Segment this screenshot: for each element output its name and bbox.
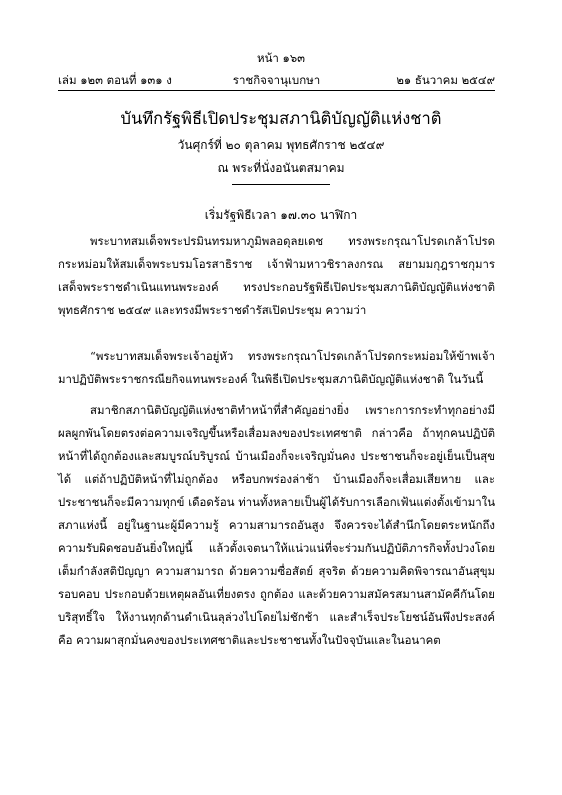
body-paragraph-3 <box>58 399 495 652</box>
document-title: บันทึกรัฐพิธีเปิดประชุมสภานิติบัญญัติแห่งชาติ <box>120 109 442 128</box>
paragraph-1-text: พระบาทสมเด็จพระปรมินทรมหาภูมิพลอดุลยเดช ทรงพระกรุณาโปรดเกล้าโปรดกระหม่อมให้สมเด็จพระบรมโอรสาธิราช เจ้าฟ้ามหาวชิราลงกรณ สยามมกุฎราชกุมาร เสด็จพระราชดำเนินแทนพระองค์ ทรงประกอบรัฐพิธีเปิดประชุมสภานิติบัญญัติแห่งชาติ พุทธศักราช ๒๕๔๙ และทรงมีพระราชดำรัสเปิดประชุม ความว่า <box>58 234 495 317</box>
body-paragraph-1 <box>58 230 495 322</box>
title-divider <box>232 184 330 185</box>
paragraph-3-text: สมาชิกสภานิติบัญญัติแห่งชาติทำหน้าที่สำคัญอย่างยิ่ง เพราะการกระทำทุกอย่างมีผลผูกพันโดยตรงต่อความเจริญขึ้นหรือเสื่อมลงของประเทศชาติ กล่าวคือ ถ้าทุกคนปฏิบัติหน้าที่ได้ถูกต้องและสมบูรณ์บริบูรณ์ บ้านเมืองก็จะเจริญมั่นคง ประชาชนก็จะอยู่เย็นเป็นสุขได้ แต่ถ้าปฏิบัติหน้าที่ไม่ถูกต้อง หรือบกพร่องล่าช้า บ้านเมืองก็จะเสื่อมเสียหาย และประชาชนก็จะมีความทุกข์ เดือดร้อน ท่านทั้งหลายเป็นผู้ได้รับการเลือกเฟ้นแต่งตั้งเข้ามาในสภาแห่งนี้ อยู่ในฐานะผู้มีความรู้ ความสามารถอันสูง จึงควรจะได้สำนึกโดยตระหนักถึงความรับผิดชอบอันยิ่งใหญ่นี้ แล้วตั้งเจตนาให้แน่วแน่ที่จะร่วมกันปฏิบัติภารกิจทั้งปวงโดยเต็มกำลังสติปัญญา ความสามารถ ด้วยความซื่อสัตย์ สุจริต ด้วยความคิดพิจารณาอันสุขุมรอบคอบ ประกอบด้วยเหตุผลอันเที่ยงตรง ถูกต้อง และด้วยความสมัครสมานสามัคคีกันโดยบริสุทธิ์ใจ ให้งานทุกด้านดำเนินลุล่วงไปโดยไม่ชักช้า และสำเร็จประโยชน์อันพึงประสงค์คือ ความผาสุกมั่นคงของประเทศชาติและประชาชนทั้งในปัจจุบันและในอนาคต <box>58 403 495 647</box>
document-venue: ณ พระที่นั่งอนันตสมาคม <box>217 161 345 175</box>
ceremony-start-time: เริ่มรัฐพิธีเวลา ๑๗.๓๐ นาฬิกา <box>204 208 358 222</box>
gazette-name: ราชกิจจานุเบกษา <box>232 73 321 87</box>
page-number: หน้า ๑๖๓ <box>256 51 306 65</box>
paragraph-2-text: “พระบาทสมเด็จพระเจ้าอยู่หัว ทรงพระกรุณาโปรดเกล้าโปรดกระหม่อมให้ข้าพเจ้ามาปฏิบัติพระราชกรณียกิจแทนพระองค์ ในพิธีเปิดประชุมสภานิติบัญญัติแห่งชาติ ในวันนี้ <box>58 349 495 386</box>
body-paragraph-2 <box>58 345 495 391</box>
header-rule <box>58 90 495 91</box>
volume-issue: เล่ม ๑๒๓ ตอนที่ ๑๓๑ ง <box>58 73 172 87</box>
gazette-header <box>58 72 495 88</box>
publication-date: ๒๑ ธันวาคม ๒๕๔๙ <box>396 73 495 87</box>
document-date: วันศุกร์ที่ ๒๐ ตุลาคม พุทธศักราช ๒๕๔๙ <box>177 138 385 152</box>
